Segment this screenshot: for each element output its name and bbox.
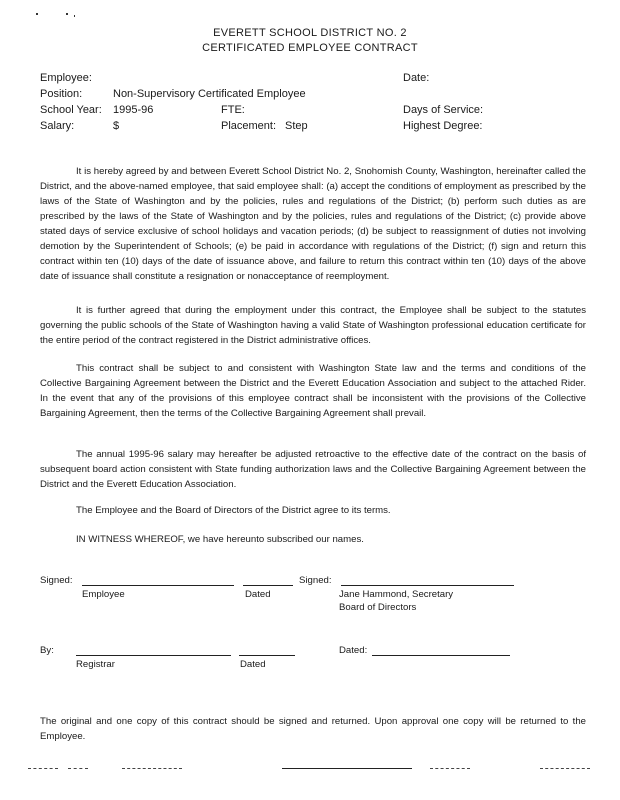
salary-label: Salary: xyxy=(40,120,75,132)
secretary-name: Jane Hammond, Secretary xyxy=(339,589,454,600)
dated-caption: Dated xyxy=(240,659,266,670)
paragraph-text: This contract shall be subject to and consistent with Washington State law and the terms and conditions of the Collective Bargaining Agreement between the District and the Everett Education Association and subject to the attached Rider. In the event that any of the provisions of this employee contract shall be inconsistent with the provisions of the Collective Bargaining Agreement, then the terms of the Collective Bargaining Agreement shall prevail. xyxy=(40,363,586,419)
position-value: Non-Supervisory Certificated Employee xyxy=(113,88,306,100)
paragraph-agreement xyxy=(40,503,586,518)
document-subtitle: CERTIFICATED EMPLOYEE CONTRACT xyxy=(202,42,418,54)
employee-date-line xyxy=(243,585,293,586)
footer-note: The original and one copy of this contract should be signed and returned. Upon approval one copy will be returned to the Employee. xyxy=(40,716,586,742)
paragraph-text: It is hereby agreed by and between Everett School District No. 2, Snohomish County, Washington, hereinafter called the District, and the above-named employee, that said employee shall: (a) accept the conditions of employment as prescribed by the laws of the State of Washington and by the policies, rules and regulations of the District; (b) perform such duties as are prescribed by the laws of the State of Washington and by the policies, rules and regulations of the District; (c) provide above stated days of service exclusive of school holidays and vacation periods; (d) be subject to reassignment of duties not involving demotion by the Superintendent of Schools; (e) be paid in accordance with regulations of the District; (f) sign and return this contract within ten (10) days of the date of issuance above, and failure to return this contract within ten (10) days of the above date of issuance shall constitute a resignation or nonacceptance of reemployment. xyxy=(40,166,586,282)
school-year-label: School Year: xyxy=(40,104,102,116)
by-label: By: xyxy=(40,645,54,656)
scan-speck xyxy=(74,15,75,17)
employee-caption: Employee xyxy=(82,589,125,600)
position-label: Position: xyxy=(40,88,83,100)
board-date-line xyxy=(372,655,510,656)
registrar-signature-line xyxy=(76,655,231,656)
scan-speck xyxy=(66,13,68,15)
step-label: Step xyxy=(285,120,308,132)
signed-label-left: Signed: xyxy=(40,575,73,586)
salary-value: $ xyxy=(113,120,120,132)
employee-signature-line xyxy=(82,585,234,586)
paragraph-bargaining xyxy=(40,361,586,421)
scan-edge-mark xyxy=(540,768,590,769)
document-title: EVERETT SCHOOL DISTRICT NO. 2 xyxy=(213,27,407,39)
school-year-value: 1995-96 xyxy=(113,104,154,116)
dated-label-right: Dated: xyxy=(339,645,368,656)
scan-speck xyxy=(36,13,38,15)
registrar-caption: Registrar xyxy=(76,659,115,670)
paragraph-salary xyxy=(40,447,586,492)
board-caption: Board of Directors xyxy=(339,602,417,613)
scan-edge-mark xyxy=(430,768,470,769)
paragraph-terms xyxy=(40,164,586,284)
paragraph-witness xyxy=(40,532,586,547)
paragraph-text: IN WITNESS WHEREOF, we have hereunto subscribed our names. xyxy=(76,534,364,545)
date-label: Date: xyxy=(403,72,430,84)
placement-label: Placement: xyxy=(221,120,277,132)
scan-edge-mark xyxy=(28,768,58,769)
paragraph-statutes xyxy=(40,303,586,348)
paragraph-text: The Employee and the Board of Directors of the District agree to its terms. xyxy=(76,505,391,516)
paragraph-text: It is further agreed that during the employment under this contract, the Employee shall be subject to the statutes governing the public schools of the State of Washington having a valid State of Washington professional education certificate for the entire period of the contract registered in the District administrative offices. xyxy=(40,305,586,346)
dated-caption: Dated xyxy=(245,589,271,600)
employee-label: Employee: xyxy=(40,72,92,84)
days-of-service-label: Days of Service: xyxy=(403,104,484,116)
paragraph-text: The annual 1995-96 salary may hereafter be adjusted retroactive to the effective date of the contract on the basis of subsequent board action consistent with State funding authorization laws and the Collective Bargaining Agreement between the District and the Everett Education Association. xyxy=(40,449,586,490)
fte-label: FTE: xyxy=(221,104,245,116)
signed-label-right: Signed: xyxy=(299,575,332,586)
scan-edge-mark xyxy=(282,768,412,769)
highest-degree-label: Highest Degree: xyxy=(403,120,483,132)
scan-edge-mark xyxy=(68,768,88,769)
scan-edge-mark xyxy=(122,768,182,769)
registrar-date-line xyxy=(239,655,295,656)
secretary-signature-line xyxy=(341,585,514,586)
